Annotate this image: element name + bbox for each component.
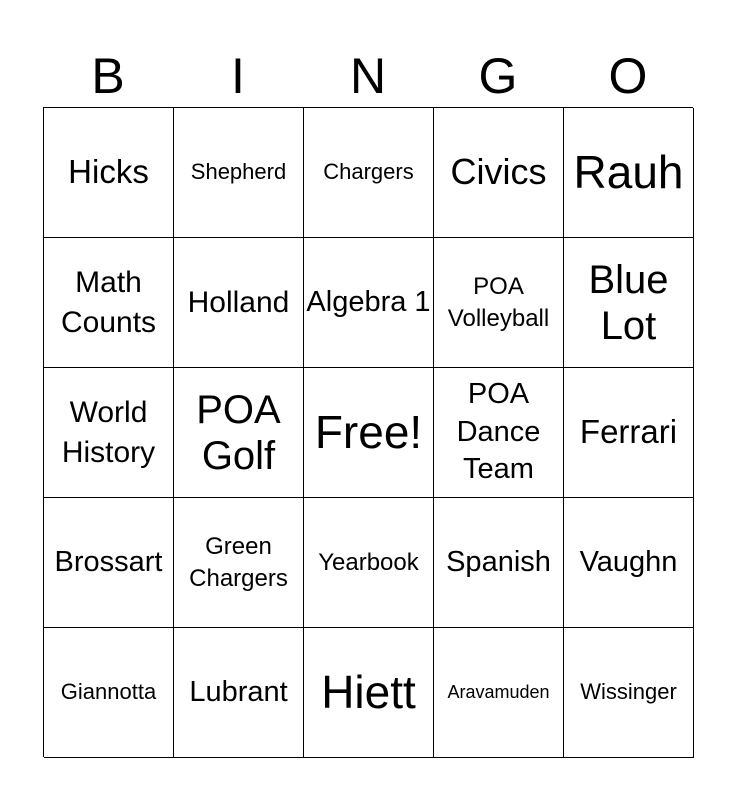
bingo-cell[interactable] [564, 238, 694, 368]
bingo-cell[interactable] [174, 238, 304, 368]
cell-label: Green Chargers [189, 533, 288, 592]
bingo-cell[interactable] [304, 108, 434, 238]
header-letter-o: O [608, 48, 648, 104]
bingo-header [43, 44, 693, 108]
cell-label: Algebra 1 [306, 285, 431, 318]
cell-label: Spanish [446, 545, 551, 578]
cell-label: Hiett [321, 665, 416, 718]
bingo-cell[interactable] [44, 498, 174, 628]
cell-label: Holland [187, 285, 290, 319]
cell-label: World History [61, 395, 156, 469]
header-letter-g: G [478, 48, 518, 104]
bingo-cell[interactable] [44, 628, 174, 758]
bingo-cell[interactable] [434, 368, 564, 498]
cell-label: Giannotta [60, 679, 157, 705]
cell-label: Vaughn [579, 545, 678, 578]
cell-label: POA Volleyball [447, 273, 550, 332]
bingo-cell[interactable] [434, 498, 564, 628]
cell-label: Aravamuden [447, 681, 550, 702]
cell-label: Civics [450, 151, 547, 193]
cell-label: Wissinger [580, 679, 677, 705]
header-letter-b: B [91, 48, 125, 104]
header-letter-i: I [231, 48, 245, 104]
cell-label: Yearbook [318, 548, 419, 576]
cell-label: Blue Lot [588, 257, 669, 348]
cell-label: Shepherd [190, 159, 287, 185]
bingo-cell[interactable] [174, 628, 304, 758]
bingo-cell[interactable] [304, 628, 434, 758]
bingo-cell[interactable] [174, 108, 304, 238]
cell-label: Math Counts [60, 265, 157, 339]
bingo-cell[interactable] [304, 498, 434, 628]
header-letter-n: N [349, 48, 387, 104]
free-space[interactable] [304, 368, 434, 498]
cell-label: Lubrant [189, 675, 288, 708]
bingo-cell[interactable] [434, 628, 564, 758]
bingo-board [43, 107, 693, 757]
bingo-cell[interactable] [564, 628, 694, 758]
cell-label: POA Dance Team [456, 377, 541, 486]
bingo-cell[interactable] [174, 368, 304, 498]
bingo-cell[interactable] [434, 238, 564, 368]
bingo-cell[interactable] [564, 108, 694, 238]
cell-label: Hicks [68, 153, 149, 191]
bingo-cell[interactable] [564, 498, 694, 628]
bingo-cell[interactable] [44, 108, 174, 238]
bingo-cell[interactable] [174, 498, 304, 628]
bingo-cell[interactable] [304, 238, 434, 368]
cell-label: Free! [314, 405, 423, 458]
bingo-cell[interactable] [434, 108, 564, 238]
bingo-cell[interactable] [44, 238, 174, 368]
bingo-cell[interactable] [564, 368, 694, 498]
cell-label: Ferrari [579, 413, 678, 451]
cell-label: Rauh [573, 145, 684, 198]
cell-label: POA Golf [196, 387, 281, 478]
bingo-cell[interactable] [44, 368, 174, 498]
cell-label: Chargers [323, 159, 414, 185]
cell-label: Brossart [54, 545, 163, 578]
